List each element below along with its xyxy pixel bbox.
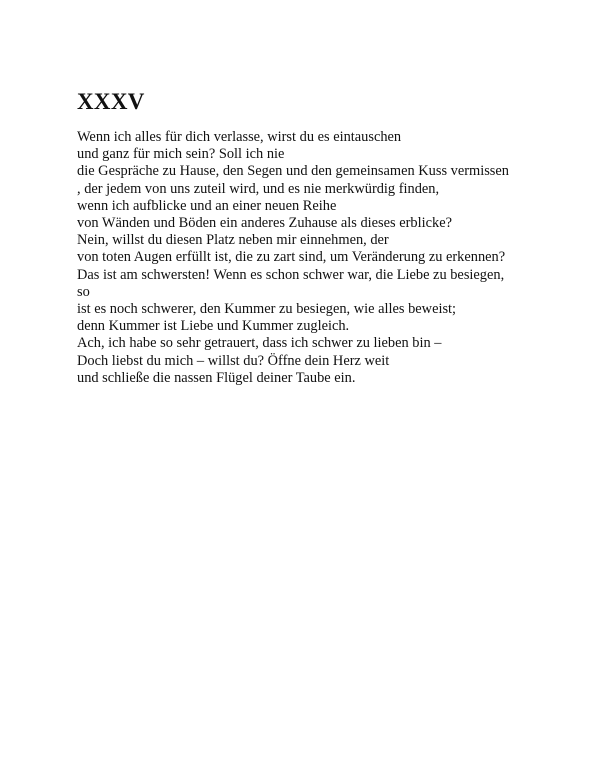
poem-line: Wenn ich alles für dich verlasse, wirst du es eintauschen bbox=[77, 129, 402, 145]
poem-title: XXXV bbox=[77, 89, 145, 114]
poem-line: so bbox=[77, 283, 90, 300]
poem-line: wenn ich aufblicke und an einer neuen Reihe bbox=[77, 197, 337, 214]
poem-line: von Wänden und Böden ein anderes Zuhause als dieses erblicke? bbox=[77, 215, 452, 232]
poem-line: , der jedem von uns zuteil wird, und es nie merkwürdig finden, bbox=[77, 180, 440, 197]
poem-line: Das ist am schwersten! Wenn es schon schwer war, die Liebe zu besiegen, bbox=[77, 266, 505, 283]
poem-line: Ach, ich habe so sehr getrauert, dass ich schwer zu lieben bin – bbox=[77, 335, 442, 352]
poem-line: Doch liebst du mich – willst du? Öffne dein Herz weit bbox=[77, 352, 390, 369]
poem-line: ist es noch schwerer, den Kummer zu besiegen, wie alles beweist; bbox=[77, 301, 457, 318]
poem-line: von toten Augen erfüllt ist, die zu zart sind, um Veränderung zu erkennen? bbox=[77, 249, 506, 266]
poem-body bbox=[77, 129, 547, 387]
poem-line: die Gespräche zu Hause, den Segen und den gemeinsamen Kuss vermissen bbox=[77, 163, 509, 180]
poem-line: denn Kummer ist Liebe und Kummer zugleich. bbox=[77, 318, 350, 335]
poem-line: und schließe die nassen Flügel deiner Taube ein. bbox=[77, 369, 356, 386]
poem-line: und ganz für mich sein? Soll ich nie bbox=[77, 146, 285, 163]
poem-line: Nein, willst du diesen Platz neben mir einnehmen, der bbox=[77, 232, 389, 249]
